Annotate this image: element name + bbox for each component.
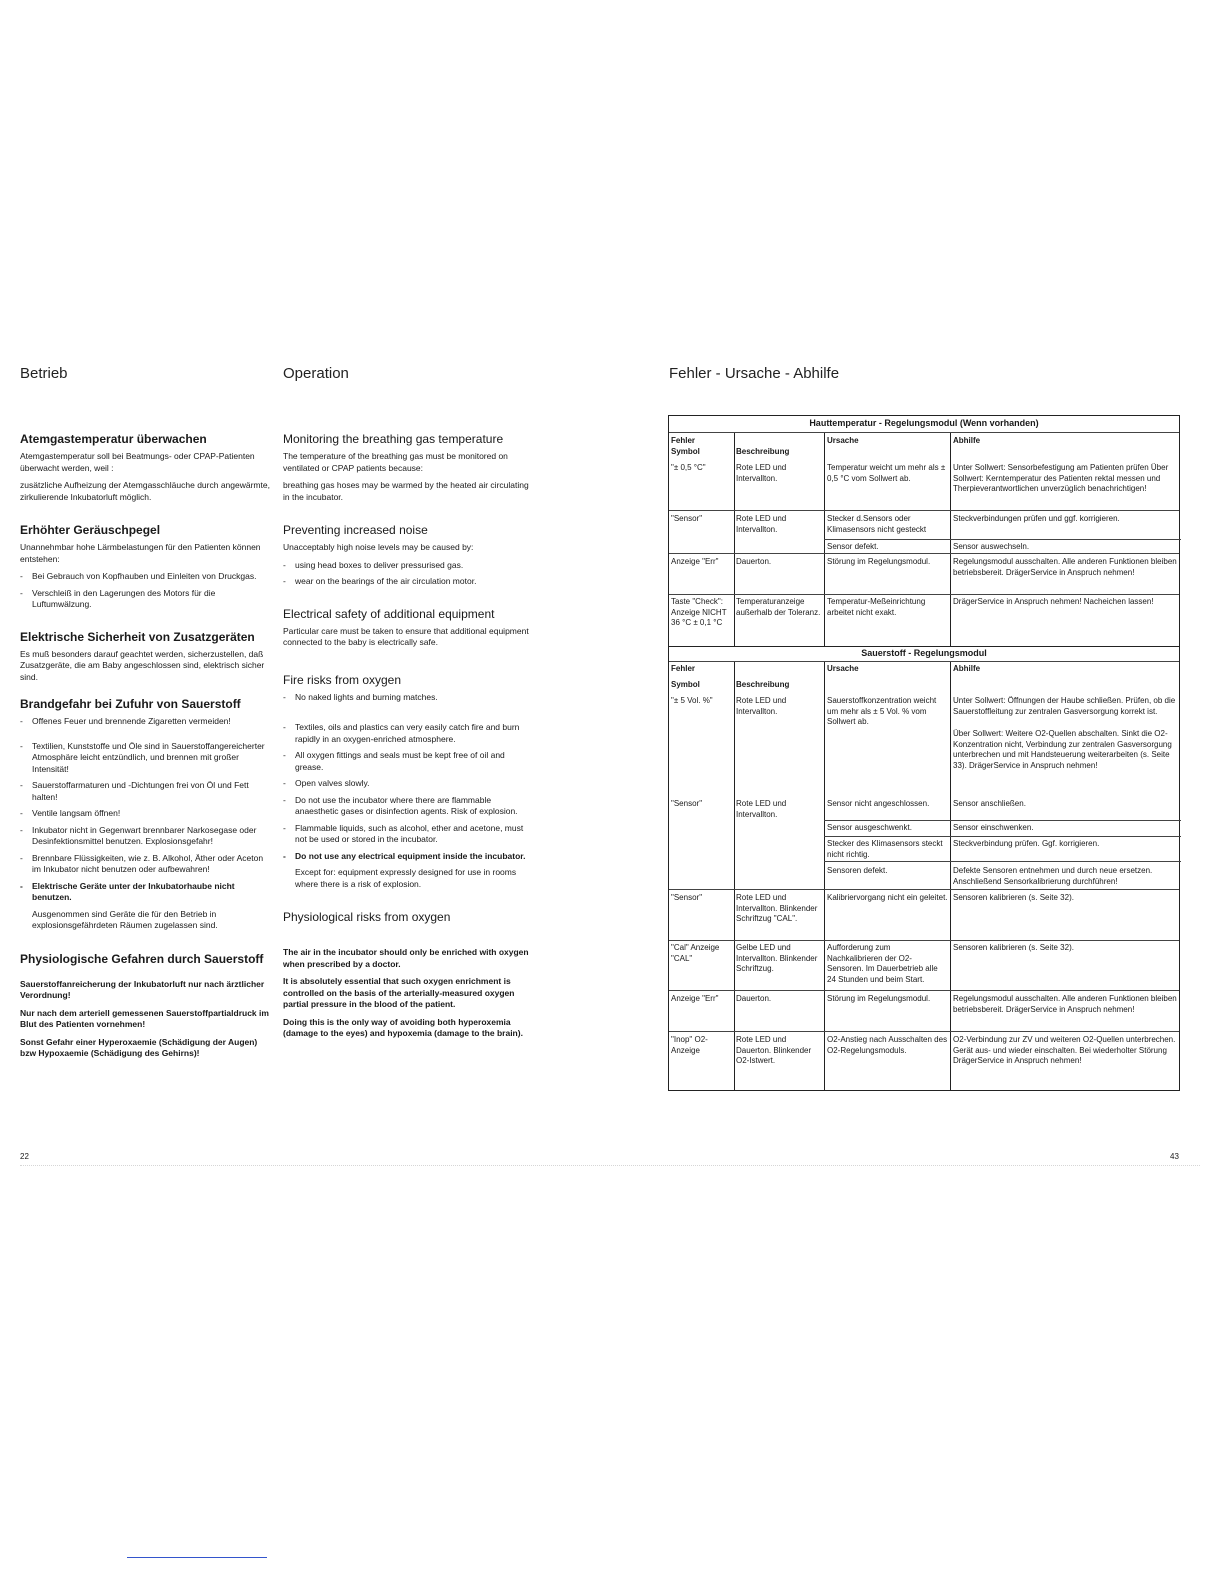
table1-col-fehler: Fehler [671,436,696,445]
t1-r1-ursache: Temperatur weicht um mehr als ± 0,5 °C vom Sollwert ab. [827,463,946,483]
t2-r3-ursache: Kalibriervorgang nicht ein geleitet. [827,893,948,902]
t2-r2-ursache: Sensor nicht angeschlossen. [827,799,930,808]
en-s5-title: Physiological risks from oxygen [283,910,451,924]
t2-r3-symbol: "Sensor" [671,893,703,902]
t2-r2b-ursache: Sensor ausgeschwenkt. [827,823,912,832]
t2-r6-symbol: "Inop" O2-Anzeige [671,1035,708,1055]
t2-r2d-abhilfe: Defekte Sensoren entnehmen und durch neue ersetzen. Anschließend Sensorkalibrierung durchführen! [953,866,1153,886]
t2-r6-abhilfe: O2-Verbindung zur ZV und weiteren O2-Quellen unterbrechen. Gerät aus- und wieder einschalten. Bei wiederholter Störung DrägerService in Anspruch nehmen! [953,1035,1176,1065]
en-s5-p2: It is absolutely essential that such oxygen enrichment is controlled on the basis of the arterially-measured oxygen partial pressure in the blood of the patient. [283,976,515,1009]
en-s4-item: - All oxygen fittings and seals must be kept free of oil and grease. [283,750,529,773]
en-s2-item: - using head boxes to deliver pressurised gas. [283,560,529,572]
left-page-number: 22 [20,1152,29,1161]
t1-r3-ursache: Störung im Regelungsmodul. [827,557,931,566]
table1-col-ursache: Ursache [827,436,859,445]
table2-col-abhilfe: Abhilfe [953,664,981,673]
t1-r3-beschreibung: Dauerton. [736,557,772,566]
de-s2-item: - Verschleiß in den Lagerungen des Motors für die Luftumwälzung. [20,588,272,611]
de-s5-p1: Sauerstoffanreicherung der Inkubatorluft nur nach ärztlicher Verordnung! [20,978,265,1000]
table2-col-symbol: Symbol [671,680,700,689]
en-s2-item: - wear on the bearings of the air circulation motor. [283,576,529,588]
t1-r4-beschreibung: Temperaturanzeige außerhalb der Toleranz. [736,597,821,617]
t1-r1-abhilfe: Unter Sollwert: Sensorbefestigung am Patienten prüfen Über Sollwert: Kerntemperatur des Patienten rektal messen und Therpieverantwortlichen unverzüglich benachrichtigen! [953,463,1169,493]
de-s4-item: - Inkubator nicht in Gegenwart brennbarer Narkosegase oder Desinfektionsmittel benutzen. Explosionsgefahr! [20,825,272,848]
en-s1-p1: The temperature of the breathing gas must be monitored on ventilated or CPAP patients because: [283,451,508,473]
en-s3-title: Electrical safety of additional equipment [283,606,495,621]
t2-r5-abhilfe: Regelungsmodul ausschalten. Alle anderen Funktionen bleiben betriebsbereit. DrägerService in Anspruch nehmen! [953,994,1177,1014]
table2-col-ursache: Ursache [827,664,859,673]
t2-r1-ursache: Sauerstoffkonzentration weicht um mehr als ± 5 Vol. % vom Sollwert ab. [827,696,937,726]
de-s4-item: - Brennbare Flüssigkeiten, wie z. B. Alkohol, Äther oder Aceton im Inkubator nicht benutzen oder aufbewahren! [20,853,272,876]
right-header: Fehler - Ursache - Abhilfe [669,365,840,382]
table1-title: Hauttemperatur - Regelungsmodul (Wenn vorhanden) [809,418,1039,428]
t1-r4-abhilfe: DrägerService in Anspruch nehmen! Nacheichen lassen! [953,597,1154,606]
en-s1-p2: breathing gas hoses may be warmed by the heated air circulating in the incubator. [283,480,529,502]
t1-r3-symbol: Anzeige "Err" [671,557,719,566]
table1-col-symbol: Symbol [671,447,700,456]
de-s2-item: - Bei Gebrauch von Kopfhauben und Einleiten von Druckgas. [20,571,272,583]
t1-r2b-ursache: Sensor defekt. [827,542,879,551]
t2-r4-abhilfe: Sensoren kalibrieren (s. Seite 32). [953,943,1074,952]
en-s4-item: - Do not use any electrical equipment inside the incubator. [283,851,529,863]
en-s4-item: - No naked lights and burning matches. [283,692,529,704]
de-s5-title: Physiologische Gefahren durch Sauerstoff [20,951,264,966]
t2-r2-abhilfe: Sensor anschließen. [953,799,1026,808]
scan-artifact-line [20,1165,1200,1166]
t2-r5-symbol: Anzeige "Err" [671,994,719,1003]
de-s2-title: Erhöhter Geräuschpegel [20,523,161,537]
t2-r2d-ursache: Sensoren defekt. [827,866,888,875]
t1-r1-symbol: "± 0,5 °C" [671,463,706,472]
t1-r2b-abhilfe: Sensor auswechseln. [953,542,1030,551]
de-s4-item: - Elektrische Geräte unter der Inkubatorhaube nicht benutzen. [20,881,272,904]
en-s4-item: - Flammable liquids, such as alcohol, ether and acetone, must not be used or stored in the incubator. [283,823,529,846]
table2-title: Sauerstoff - Regelungsmodul [861,648,987,658]
t1-r4-ursache: Temperatur-Meßeinrichtung arbeitet nicht exakt. [827,597,926,617]
de-s4-title: Brandgefahr bei Zufuhr von Sauerstoff [20,697,241,711]
t2-r2-symbol: "Sensor" [671,799,703,808]
german-column [20,432,272,1066]
de-s4-item: - Sauerstoffarmaturen und -Dichtungen frei von Öl und Fett halten! [20,780,272,803]
t2-r3-beschreibung: Rote LED und Intervallton. Blinkender Schriftzug "CAL". [736,893,818,923]
t1-r2-symbol: "Sensor" [671,514,703,523]
en-s2-p1: Unacceptably high noise levels may be caused by: [283,542,474,552]
t1-r1-beschreibung: Rote LED und Intervallton. [736,463,787,483]
en-s4-item: - Do not use the incubator where there are flammable anaesthetic gases or disinfection agents. Risk of explosion. [283,795,529,818]
t2-r6-ursache: O2-Anstieg nach Ausschalten des O2-Regelungsmoduls. [827,1035,948,1055]
en-s4-after: Except for: equipment expressly designed for use in rooms where there is a risk of explosion. [295,867,517,889]
de-s1-p2: zusätzliche Aufheizung der Atemgasschläuche durch angewärmte, zirkulierende Inkubatorluft möglich. [20,480,270,502]
de-s3-title: Elektrische Sicherheit von Zusatzgeräten [20,629,255,644]
de-s4-item: - Offenes Feuer und brennende Zigaretten vermeiden! [20,716,272,728]
left-header-en: Operation [283,365,349,382]
right-page-number: 43 [1170,1152,1179,1161]
t2-r2b-abhilfe: Sensor einschwenken. [953,823,1034,832]
table1-col-beschreibung: Beschreibung [736,447,790,456]
de-s3-p1: Es muß besonders darauf geachtet werden, sicherzustellen, daß Zusatzgeräte, die am Baby angeschlossen sind, elektrisch sicher sind. [20,648,265,682]
t2-r1-abhilfe: Unter Sollwert: Öffnungen der Haube schließen. Prüfen, ob die Sauerstoffleitung zur zentralen Gasversorgung korrekt ist. [953,696,1176,716]
t2-r5-ursache: Störung im Regelungsmodul. [827,994,931,1003]
de-s1-p1: Atemgastemperatur soll bei Beatmungs- oder CPAP-Patienten überwacht werden, weil : [20,451,255,473]
t2-r1-symbol: "± 5 Vol. %" [671,696,713,705]
en-s1-title: Monitoring the breathing gas temperature [283,432,504,446]
en-s4-item: - Open valves slowly. [283,778,529,790]
english-column [283,432,529,1046]
en-s2-title: Preventing increased noise [283,523,428,537]
en-s3-p1: Particular care must be taken to ensure that additional equipment connected to the baby is electrically safe. [283,625,529,647]
t2-r2c-abhilfe: Steckverbindung prüfen. Ggf. korrigieren. [953,839,1100,848]
en-s5-p1: The air in the incubator should only be enriched with oxygen when prescribed by a doctor. [283,947,529,969]
de-s5-p2: Nur nach dem arteriell gemessenen Sauerstoffpartialdruck im Blut des Patienten vornehmen! [20,1007,269,1029]
de-s4-item: - Textilien, Kunststoffe und Öle sind in Sauerstoffangereicherter Atmosphäre leicht entzündlich, und brennen mit großer Intensität! [20,741,272,776]
en-s5-p3: Doing this is the only way of avoiding both hyperoxemia (damage to the eyes) and hypoxemia (damage to the brain). [283,1016,523,1038]
table2-col-fehler: Fehler [671,664,696,673]
de-s5-p3: Sonst Gefahr einer Hyperoxaemie (Schädigung der Augen) bzw Hypoxaemie (Schädigung des Gehirns)! [20,1036,258,1058]
en-s4-item: - Textiles, oils and plastics can very easily catch fire and burn rapidly in an oxygen-enriched atmosphere. [283,722,529,745]
t2-r1-abhilfe2: Über Sollwert: Weitere O2-Quellen abschalten. Sinkt die O2-Konzentration nicht, Verbindung zur zentralen Gasversorgung unterbrechen und mit Handsteuerung weiterarbeiten (s. Seite 33). DrägerService in Anspruch nehmen! [953,729,1172,770]
t2-r4-beschreibung: Gelbe LED und Intervallton. Blinkender Schriftzug. [736,943,818,973]
t2-r1-beschreibung: Rote LED und Intervallton. [736,696,787,716]
de-s4-item: - Ventile langsam öffnen! [20,808,272,820]
t1-r4-symbol: Taste "Check": Anzeige NICHT 36 °C ± 0,1 °C [671,597,727,627]
t2-r6-beschreibung: Rote LED und Dauerton. Blinkender O2-Istwert. [736,1035,812,1065]
t2-r5-beschreibung: Dauerton. [736,994,772,1003]
blue-rule [127,1557,267,1558]
table1-col-abhilfe: Abhilfe [953,436,981,445]
t2-r2c-ursache: Stecker des Klimasensors steckt nicht richtig. [827,839,943,859]
de-s2-p1: Unannehmbar hohe Lärmbelastungen für den Patienten können entstehen: [20,542,261,564]
t1-r2-ursache: Stecker d.Sensors oder Klimasensors nicht gesteckt [827,514,927,534]
en-s4-title: Fire risks from oxygen [283,672,402,687]
troubleshooting-table [668,415,1180,1091]
t2-r3-abhilfe: Sensoren kalibrieren (s. Seite 32). [953,893,1074,902]
t1-r3-abhilfe: Regelungsmodul ausschalten. Alle anderen Funktionen bleiben betriebsbereit. DrägerService in Anspruch nehmen! [953,557,1177,577]
de-s1-title: Atemgastemperatur überwachen [20,432,207,446]
t2-r4-ursache: Aufforderung zum Nachkalibrieren der O2-Sensoren. Im Dauerbetrieb alle 24 Stunden und beim Start. [827,943,938,984]
de-s4-after: Ausgenommen sind Geräte die für den Betrieb in explosionsgefährdeten Räumen zugelassen sind. [32,908,218,930]
t2-r2-beschreibung: Rote LED und Intervallton. [736,799,787,819]
table2-col-beschreibung: Beschreibung [736,680,790,689]
t1-r2-abhilfe: Steckverbindungen prüfen und ggf. korrigieren. [953,514,1120,523]
left-header-de: Betrieb [20,365,68,382]
t2-r4-symbol: "Cal" Anzeige "CAL" [671,943,720,963]
t1-r2-beschreibung: Rote LED und Intervallton. [736,514,787,534]
